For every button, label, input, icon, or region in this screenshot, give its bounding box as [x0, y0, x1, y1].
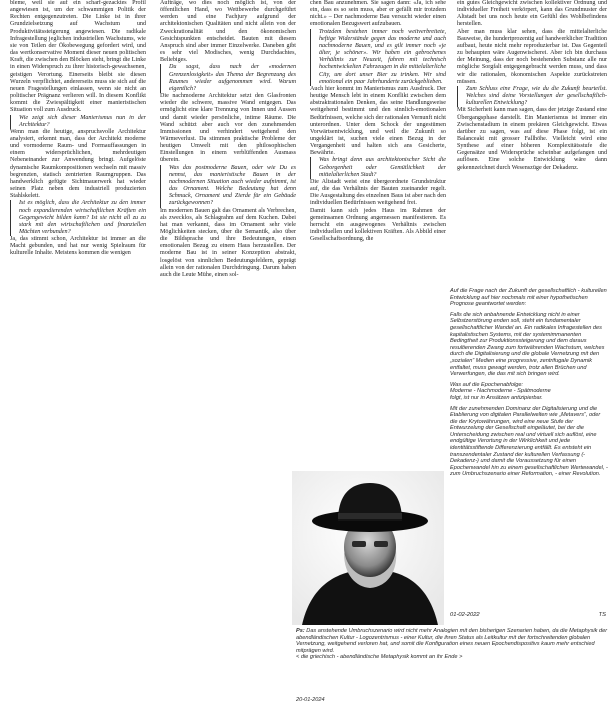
paragraph: Im modernen Bauen galt das Ornament als Verbrechen, als zwecklos, als Schlagrahm auf dem Kuchen. Dabei hat man verkannt, dass im Ornament sehr viele Möglichkeiten stecken, über die Semantik, also über die Bildsprache und ihre Bedeutungen, einen emotionalen Bezug zu einem Haus herzustellen. Der moderne Bau ist in seiner Konzeption abstrakt, losgelöst von sinnlichen Bedeutungsfeldern, geprägt allein von der rationalen Durchdringung. Darum haben auch die Leute Mühe, einen sol-	[160, 207, 296, 278]
paragraph: Mit Sicherheit kann man sagen, dass der jetzige Zustand eine Übergangsphase darstellt. Ein Manierismus ist immer ein Zwischenstadium in einem prekären Gleichgewicht. Etwas darüber zu sagen, was auf diese Phase folgt, ist ein Balanceakt mit grosser Fallhöhe. Vielleicht wird eine Synthese auf einer höheren Komplexitätsstufe die Gegensätze und Widersprüche scheinbar aufgefangen und auflösen. Eine solche Entwicklung wäre dann gekennzeichnet durch Wesenszüge der Dekadenz.	[457, 107, 607, 171]
interview-question: Du sagst, dass nach der «modernen Grenzenlosigkeit» das Thema der Begrenzung des Raumes wieder aufgenommen wird. Warum eigentlich?	[160, 64, 296, 93]
paragraph: Auch hier kommt im Manierismus zum Ausdruck. Der heutige Mensch lebt in einem Konflikt zwischen dem abstraktrationalen Denken, das seine Handlungsweise weitgehend bestimmt und den sinnlich-emotionalen Bedürfnissen, welche sich der rationalen Vernunft nicht unterordnen. Unter dem Schock der ungestümen Vorwärtsentwicklung, und weil die Zukunft so ungeklärt ist, suchen viele einen Bezug in der Vergangenheit und halten sich ans Gesicherte, Bewährte.	[310, 85, 446, 157]
interview-question: Wie zeigt sich dieser Manierismus nun in der Architektur?	[10, 115, 146, 129]
ps-note: < die griechisch - abendländische Metaphysik kommt an ihr Ende >	[296, 654, 463, 661]
epoch-list	[450, 382, 608, 402]
epoch-sequence: Moderne - Nachmoderne - Spätmoderne	[450, 388, 551, 395]
annex-notes	[450, 288, 608, 482]
ps-date: 20-01-2024	[296, 697, 325, 703]
paragraph: Wenn man die heutige, anspruchsvolle Architektur analysiert, erkennt man, dass der Architekt moderne und vormoderne Raum- und Formauffassungen in einem widersprüchlichen, mehrdeutigen Nebeneinander zur Anwendung bringt. Aufgelöste dynamische Raumkompositionen wechseln mit massiv begrenzten, statisch zentrierten Raumgruppen. Das handwerklich gefügte Sichtmauerwerk hat wieder seinen Platz neben dem industriell produzierten Stahlskelett.	[10, 128, 146, 200]
interview-question: Trotzdem bestehen immer noch weitverbreitete, heftige Widerstände gegen das moderne und auch nachmoderne Bauen, und es gilt immer noch «je älter, je schöner». Wir haben ein gebrochenes Verhältnis zur Neuzeit, fahren mit technisch hochentwickelten Fahrzeugen in die mittelalterliche City, um dort unser Bier zu trinken. Wir sind emotional ein paar Jahrhunderte zurückgeblieben.	[310, 29, 446, 86]
article-column-4	[457, 0, 607, 172]
signature-initials: TS	[598, 612, 606, 618]
postscript	[296, 628, 608, 661]
interview-question: Ist es möglich, dass die Architektur zu den immer noch expandierenden wirtschaftlichen Kräften ein Gegengewicht bilden kann? Ist sie nicht all zu zu stark mit den wirtschaftlichen und finanziellen Mächten verbunden?	[10, 200, 146, 236]
annex-paragraph: Falls die sich anbahnende Entwicklung nicht in einer Selbstzerstörung enden soll, steht ein fundamentaler gesellschaftlicher Wandel an. Ein radikales Infragestellen des kapitalistischen Systems, mit der systemimmanenten Bedingtheit zur Produktionssteigerung und dem daraus resultierenden Zwang zum fortwährenden Wachstum, welches durch die Digitalisierung und die globale Vernetzung mit den „sozialen“ Medien eine progressive, zentrifugale Dynamik entfaltet, muss gewagt werden, trotz allen Brüchen und Verwerfungen, die das mit sich bringen wird.	[450, 311, 605, 378]
paragraph: Ja, das stimmt schon, Architektur ist immer an die Macht gebunden, und hat nur wenig Spielraum für kulturelle Inhalte. Meistens kommen die wenigen	[10, 236, 146, 257]
paragraph: Die nachmoderne Architektur setzt den Glasfronten wieder die schwere, massive Wand entgegen. Das ermöglicht eine klare Trennung von Innen und Aussen und damit wieder persönliche, intime Räume. Die Wand schützt aber auch vor den zunehmenden Immissionen und verhindert weitgehend den Wärmeverlust. Da stimmen praktische Probleme der heutigen Umwelt mit den philosophischen Einstellungen in einem verblüffenden Ausmass überein.	[160, 93, 296, 164]
signature-date: 01-02-2022	[450, 612, 480, 618]
annex-paragraph: Mit der zunehmenden Dominanz der Digitalisierung und die Etablierung von digitalen Parallelwelten wie „Metavers“, oder die der Krytowährungen, wird eine neue Stufe der Entwurzelung der Gesellschaft eingeläutet, bei der die Unterscheidung zwischen real und virtuell sich auflöst, eine endgültige Verortung in der Wirklichkeit und jede identitätsstiftende Differenzierung entfällt. Es entsteht ein transzendentaler Zustand der kulturellen Verfassung (-Dekadenz-) und damit die Voraussetzung für einen Epochenwandel hin zu einem gesellschaftlichen Wertewandel, - zum Umbruchszenario einer Reformation, - einer Revolution.	[450, 405, 608, 478]
article-column-3	[310, 0, 446, 243]
paragraph: bleme, weil sie auf ein scharf-gezacktes Profil angewiesen ist, um der schwammigen Politik der Rechten entgegenzutreten. Die Linke ist in ihrer Grundzielsetzung auf Wachstum und Produktivitätssteigerung angewiesen. Die radikale Infragestellung jeglichen industriellen Wachstums, wie sie von Teilen der Ökobewegung gefordert wird, und das wertkonservative Moment dieser neuen politischen Kraft, die zwischen den Blöcken steht, bringt die Linke in einen Widerspruch zu ihrer historisch-gewachsenen, geistigen Verortung. Einerseits bleibt sie diesen Wurzeln verpflichtet, andererseits muss sie sich auf die neuen Fragestellungen einlassen, wenn sie nicht an politischer Prägnanz verlieren will. In diesem Konflikt kommt die Zwiespältigkeit einer manieristischen Situation voll zum Ausdruck.	[10, 0, 146, 114]
interview-question: Was bringt denn aus architektonischer Sicht die Geborgenheit oder Gemütlichkeit der mittelalterlichen Stadt?	[310, 157, 446, 178]
article-column-1	[10, 0, 146, 258]
paragraph: Aber man muss klar sehen, dass die mittelalterliche Bauweise, die hundertprozentig auf handwerklicher Tradition aufbaut, heute nicht mehr reproduzierbar ist. Das Gegenteil zu behaupten wäre Augenwischerei. Aber ich bin durchaus der Meinung, dass der noch bestehenden Substanz alle nur mögliche Sorgfalt entgegengebracht werden muss, und dass wir die rationalen, ökonomischen Aspekte zurückstreten müssen.	[457, 28, 607, 85]
interview-question: Was das postmoderne Bauen, oder wie Du es nennst, das manieristische Bauen in der nachmodernen Situation auch wieder aufnimmt, ist das Ornament. Welche Bedeutung hat denn Schmuck, Ornament und Zierde für ein Gebäude zurückgewonnen?	[160, 165, 296, 208]
article-column-2	[160, 0, 296, 279]
ps-label: Ps:	[296, 628, 305, 634]
paragraph: Aufträge, wo dies noch möglich ist, von der öffentlichen Hand, wo Wettbewerbe durchgeführt werden und eine Fachjury aufgrund der architektonischen Qualitäten und nicht allein von der Zweckrationalität und den ökonomischen Gesichtspunkten entscheidet. Bauten mit diesem Anspruch sind aber immer Einzelwerke. Daneben gibt es sehr viel Modisches, wenig Durchdachtes, Beliebiges.	[160, 0, 296, 64]
paragraph: chen Bau anzunehmen. Sie sagen dann: «Ja, ich sehe ein, dass es so sein muss, aber er gefällt mir trotzdem nicht.» – Der nachmoderne Bau versucht wieder einen emotionalen Bezugswert aufzubauen.	[310, 0, 446, 28]
paragraph: Die Altstadt weist eine übergeordnete Grundstruktur auf, die das Verhältnis der Bauten zueinander regelt. Die Ausgestaltung des einzelnen Baus ist aber nach den individuellen Bedürfnissen weitgehend frei.	[310, 178, 446, 207]
paragraph: Damit kann sich jedes Haus im Rahmen der gemeinsamen Ordnung angemessen manifestieren. Es herrscht ein ausgewogenes Verhältnis zwischen individuellen und kollektiven Kräften. Als Abbild einer Gesellschaftsordnung, die	[310, 207, 446, 243]
annex-intro: Auf die Frage nach der Zukunft der gesellschaftlich - kulturellen Entwicklung auf hier nochmals mit einer hypothetischen Prognose geantwortet werden:	[450, 288, 607, 308]
epoch-heading: Was auf die Epochenabfolge:	[450, 381, 523, 388]
paragraph: ein gutes Gleichgewicht zwischen kollektiver Ordnung und individueller Freiheit verkörpert, kann das Grundmuster der Altstadt bei uns noch heute ein Gefühl des Wohlbefindens herstellen.	[457, 0, 607, 28]
epoch-note: folgt, ist nur in Ansätzen antizipierbar.	[450, 394, 543, 401]
interview-question: Zum Schluss eine Frage, wie du die Zukunft beurteilst. Welches sind deine Vorstellungen der gesellschaftlich-kulturellen Entwicklung?	[457, 86, 607, 107]
signature-line	[450, 612, 606, 618]
portrait-photo	[292, 471, 444, 625]
ps-text: Das anstehende Umbruchszenario wird nicht mehr Analogien mit den bisherigen Szenarien haben, da die Metaphysik der abendländischen Kultur - Logozentrismus - einer Kultur, die ihren Status als Leitkultur mit der fortschreitenden globalen Vernetzung, weitgehend verloren hat, und somit die Konfiguration eines neuen Epochendispositivs kaum mehr entschied mitprägen wird.	[296, 628, 608, 654]
